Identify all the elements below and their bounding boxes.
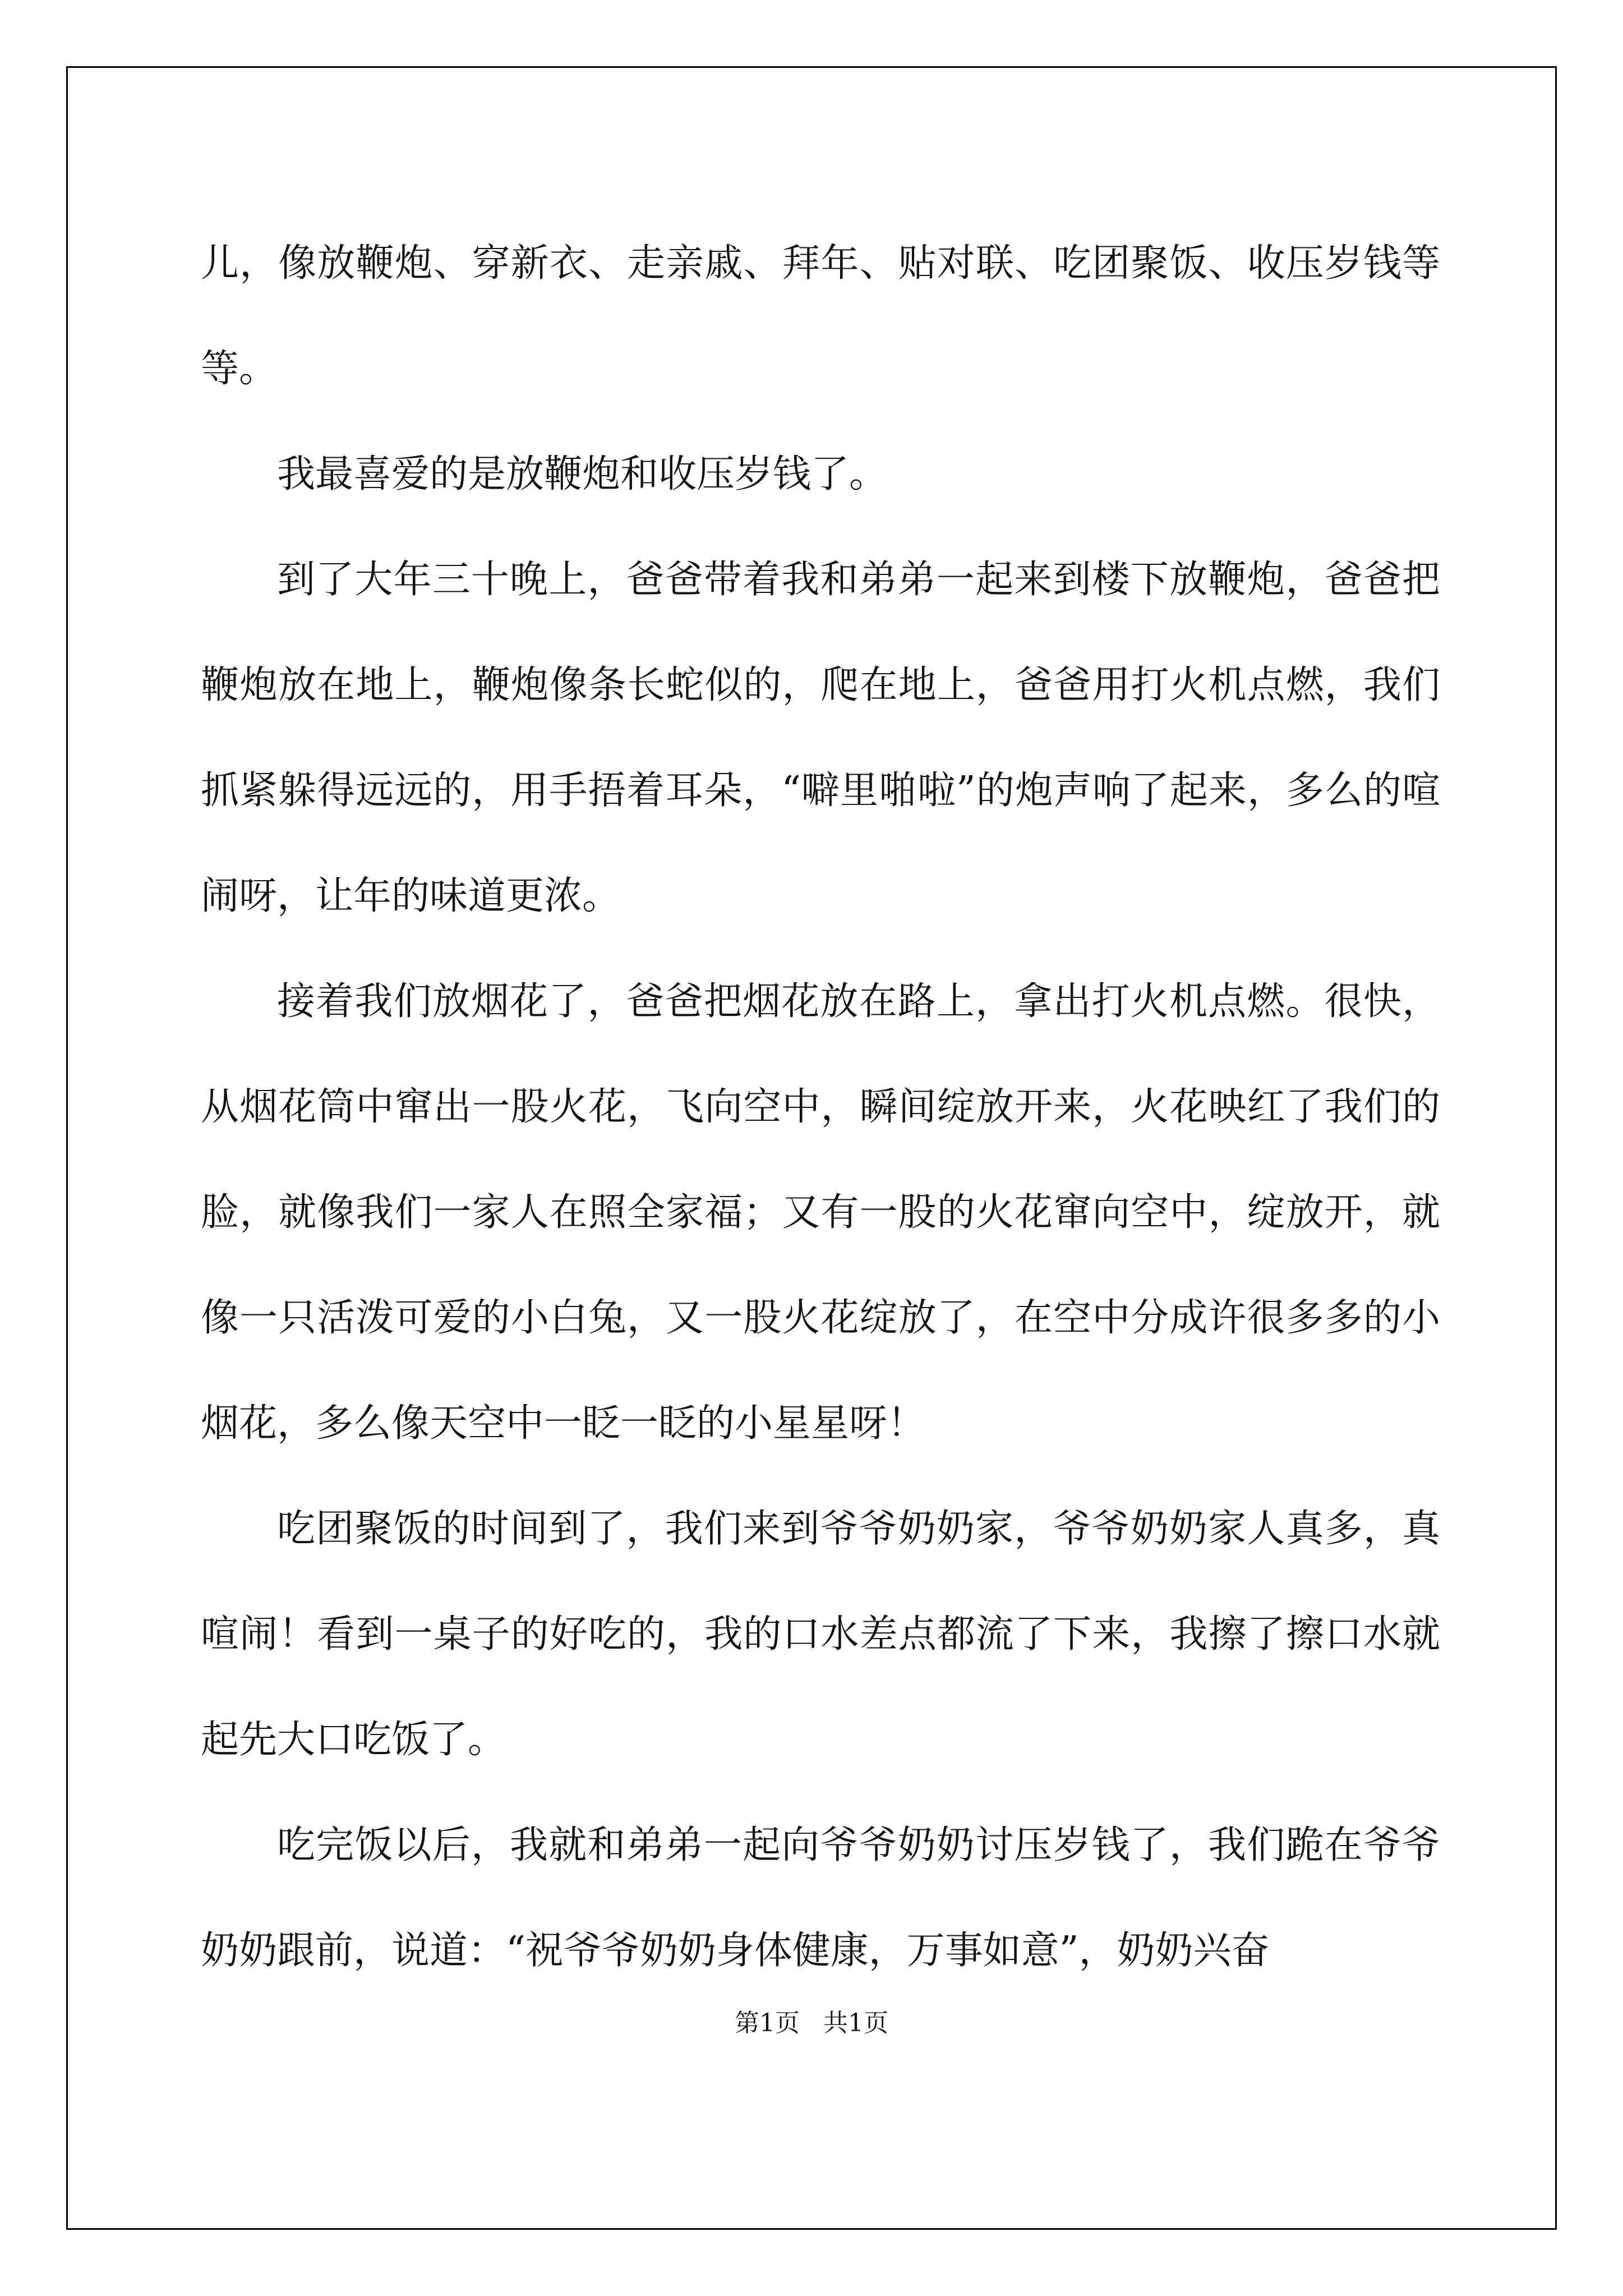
document-body — [201, 211, 1440, 2004]
paragraph: 吃团聚饭的时间到了，我们来到爷爷奶奶家，爷爷奶奶家人真多，真喧闹！看到一桌子的好吃的，我的口水差点都流了下来，我擦了擦口水就起先大口吃饭了。 — [201, 1507, 1440, 1762]
page-number-footer: 第1页 共1页 — [735, 2009, 888, 2037]
paragraph-continued: 儿，像放鞭炮、穿新衣、走亲戚、拜年、贴对联、吃团聚饭、收压岁钱等等。 — [201, 241, 1440, 391]
paragraph: 吃完饭以后，我就和弟弟一起向爷爷奶奶讨压岁钱了，我们跪在爷爷奶奶跟前，说道：“祝爷爷奶奶身体健康，万事如意”，奶奶兴奋 — [201, 1823, 1440, 1973]
paragraph: 到了大年三十晚上，爸爸带着我和弟弟一起来到楼下放鞭炮，爸爸把鞭炮放在地上，鞭炮像条长蛇似的，爬在地上，爸爸用打火机点燃，我们抓紧躲得远远的，用手捂着耳朵，“噼里啪啦”的炮声响了起来，多么的喧闹呀，让年的味道更浓。 — [201, 558, 1440, 918]
paragraph: 接着我们放烟花了，爸爸把烟花放在路上，拿出打火机点燃。很快，从烟花筒中窜出一股火花，飞向空中，瞬间绽放开来，火花映红了我们的脸，就像我们一家人在照全家福；又有一股的火花窜向空中，绽放开，就像一只活泼可爱的小白兔，又一股火花绽放了，在空中分成许很多多的小烟花，多么像天空中一眨一眨的小星星呀！ — [201, 979, 1440, 1446]
paragraph: 我最喜爱的是放鞭炮和收压岁钱了。 — [277, 452, 888, 496]
